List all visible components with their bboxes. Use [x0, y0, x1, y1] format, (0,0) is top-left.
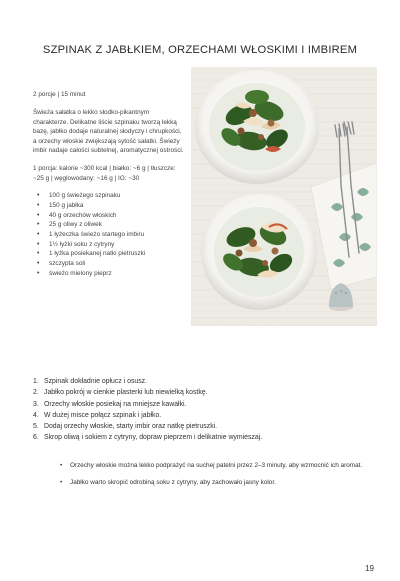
ingredient-item: • świeżo mielony pieprz — [33, 269, 185, 279]
step-text: Skrop oliwą i sokiem z cytryny, dopraw pieprzem i delikatnie wymieszaj. — [44, 434, 263, 442]
step-number: 4. — [33, 411, 39, 419]
tips-list — [60, 461, 370, 494]
step-number: 1. — [33, 378, 39, 385]
step-text: Szpinak dokładnie opłucz i osusz. — [44, 378, 148, 385]
step-text: Dodaj orzechy włoskie, starty imbir oraz natkę pietruszki. — [44, 423, 218, 431]
salad-photo — [191, 67, 377, 326]
ingredient-item: • 150 g jabłka — [33, 201, 185, 211]
ingredient-item: • 25 g oliwy z oliwek — [33, 220, 185, 230]
ingredient-item: • 1 łyżka posiekanej natki pietruszki — [33, 249, 185, 259]
step-item — [33, 399, 373, 410]
step-number: 6. — [33, 434, 39, 442]
step-number: 5. — [33, 423, 39, 431]
servings-time: 2 porcje | 15 minut — [33, 91, 86, 98]
ingredient-item: • 1 łyżeczka świeżo startego imbiru — [33, 230, 185, 240]
step-number: 2. — [33, 389, 39, 397]
step-item — [33, 376, 373, 387]
info-column — [33, 90, 185, 279]
step-text: Jabłko pokrój w cienkie plasterki lub niewielką kostkę. — [44, 389, 208, 397]
tip-item: • Orzechy włoskie można lekko podprażyć na suchej patelni przez 2–3 minuty, aby wzmocnić ich aromat. — [60, 461, 370, 471]
step-number: 3. — [33, 400, 39, 408]
step-item — [33, 421, 373, 432]
recipe-title: SZPINAK Z JABŁKIEM, ORZECHAMI WŁOSKIMI I IMBIREM — [42, 44, 358, 56]
ingredient-item: • 100 g świeżego szpinaku — [33, 191, 185, 201]
nutrition-info: 1 porcja: kalorie ~300 kcal | białko: ~6 g | tłuszcze: ~25 g | węglowodany: ~16 g | IG: ~30 — [33, 165, 176, 182]
step-text: Orzechy włoskie posiekaj na mniejsze kawałki. — [44, 400, 187, 408]
salad-photo-illustration — [191, 67, 377, 326]
ingredient-item: • szczypta soli — [33, 259, 185, 269]
ingredient-item: • 40 g orzechów włoskich — [33, 211, 185, 221]
ingredients-list — [33, 191, 185, 278]
steps-list — [33, 376, 373, 444]
tip-item: • Jabłko warto skropić odrobiną soku z cytryny, aby zachowało jasny kolor. — [60, 478, 370, 488]
step-item — [33, 387, 373, 398]
step-item — [33, 432, 373, 443]
recipe-description: Świeża sałatka o lekko słodko-pikantnym charakterze. Delikatne liście szpinaku tworzą lekką bazę, jabłko dodaje naturalnej słodyczy i chrupkości, a orzechy włoskie zwiększają sytość sałatki. Świeży imbir nadaje całości subtelnej, aromatycznej ostrości. — [33, 109, 184, 155]
step-text: W dużej misce połącz szpinak i jabłko. — [44, 411, 162, 419]
step-item — [33, 410, 373, 421]
page-number: 19 — [365, 564, 374, 573]
ingredient-item: • 1½ łyżki soku z cytryny — [33, 240, 185, 250]
